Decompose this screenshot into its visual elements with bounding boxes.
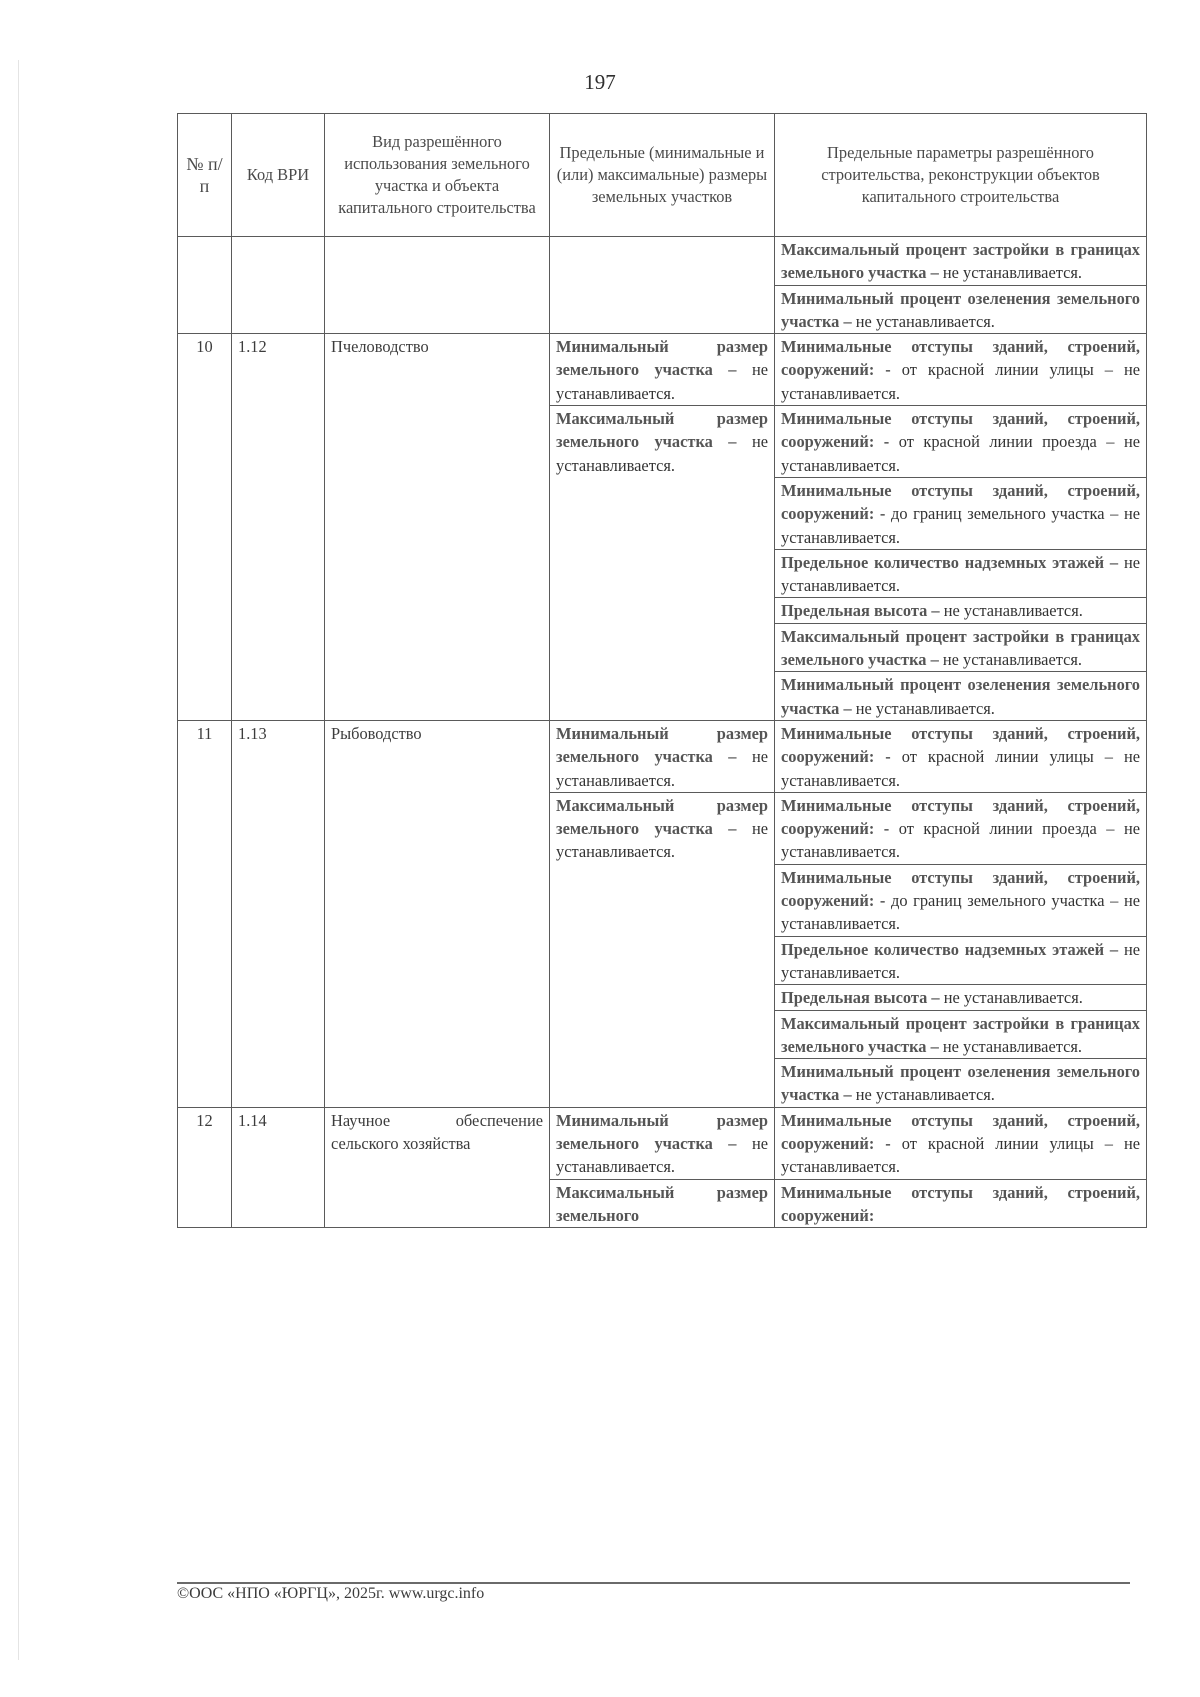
param-cell (775, 477, 1147, 549)
size-max-cell (550, 406, 775, 721)
param-cell (775, 285, 1147, 334)
param-value: - от красной линии проезда – не устанавливается. (781, 432, 1140, 475)
param-title: Предельная высота – (781, 988, 940, 1008)
row-number: 11 (178, 720, 232, 1107)
row-use-type: Рыбоводство (325, 720, 550, 1107)
param-title: Минимальные отступы зданий, строений, сооружений: (781, 795, 1140, 839)
page-number: 197 (584, 70, 616, 94)
param-cell (775, 936, 1147, 985)
size-min-cell (550, 334, 775, 406)
size-min-title: Минимальный размер земельного участка – (556, 1110, 768, 1153)
param-cell (775, 598, 1147, 623)
row-number (178, 237, 232, 334)
page-edge (18, 60, 19, 1660)
param-title: Минимальные отступы зданий, строений, сооружений: (781, 480, 1140, 524)
param-cell (775, 985, 1147, 1010)
param-cell (775, 672, 1147, 721)
row-number: 10 (178, 334, 232, 721)
param-value: не устанавливается. (942, 263, 1083, 283)
size-min-value: не устанавливается. (556, 747, 768, 790)
param-value: не устанавливается. (855, 698, 995, 718)
header-use: Вид разрешённого использования земельного участка и объекта капитального строительства (325, 114, 550, 237)
param-value: - до границ земельного участка – не устанавливается. (781, 891, 1140, 934)
size-max-cell (550, 1179, 775, 1228)
param-title: Минимальные отступы зданий, строений, сооружений: (781, 337, 1140, 380)
param-value: - от красной линии проезда – не устанавливается. (781, 819, 1140, 862)
table-row (178, 1107, 1147, 1179)
param-cell (775, 1179, 1147, 1228)
table-body (178, 237, 1147, 1228)
param-cell (775, 720, 1147, 792)
row-code (232, 237, 325, 334)
footer-text: ©ООС «НПО «ЮРГЦ», 2025г. www.urgc.info (177, 1585, 485, 1602)
param-value: - от красной линии улицы – не устанавливается. (781, 747, 1140, 790)
param-value: не устанавливается. (781, 552, 1140, 596)
param-value: не устанавливается. (781, 939, 1140, 982)
param-cell (775, 1107, 1147, 1179)
size-min-title: Минимальный размер земельного участка – (556, 337, 768, 380)
header-params: Предельные параметры разрешённого строительства, реконструкции объектов капитального строительства (775, 114, 1147, 237)
table-row (178, 334, 1147, 406)
param-cell (775, 1010, 1147, 1059)
size-min-title: Минимальный размер земельного участка – (556, 723, 768, 767)
param-value: - до границ земельного участка – не устанавливается. (781, 504, 1140, 547)
size-max-title: Максимальный размер земельного (556, 1182, 768, 1225)
param-title: Минимальные отступы зданий, строений, сооружений: (781, 1182, 1140, 1225)
param-title: Предельная высота – (781, 601, 940, 621)
param-title: Максимальный процент застройки в границах земельного участка – (781, 1013, 1140, 1056)
size-max-cell (550, 792, 775, 1107)
param-value: не устанавливается. (942, 1036, 1083, 1056)
size-max-title: Максимальный размер земельного участка – (556, 409, 768, 452)
param-value: не устанавливается. (855, 311, 995, 331)
param-value: - от красной линии улицы – не устанавливается. (781, 1133, 1140, 1177)
header-code: Код ВРИ (232, 114, 325, 237)
size-min-value: не устанавливается. (556, 360, 768, 403)
param-title: Минимальные отступы зданий, строений, сооружений: (781, 867, 1140, 911)
table-header-row (178, 114, 1147, 237)
size-min-cell (550, 720, 775, 792)
param-value: не устанавливается. (942, 650, 1083, 670)
param-value: не устанавливается. (943, 988, 1083, 1008)
param-title: Минимальные отступы зданий, строений, сооружений: (781, 1110, 1140, 1153)
size-max-title: Максимальный размер земельного участка – (556, 795, 768, 839)
param-title: Предельное количество надземных этажей – (781, 939, 1119, 959)
row-code: 1.13 (232, 720, 325, 1107)
row-use-type (325, 237, 550, 334)
param-title: Минимальный процент озеленения земельного участка – (781, 675, 1140, 718)
param-cell (775, 864, 1147, 936)
table-row (178, 237, 1147, 286)
row-number: 12 (178, 1107, 232, 1227)
row-code: 1.14 (232, 1107, 325, 1227)
size-min-cell (550, 1107, 775, 1179)
param-cell (775, 623, 1147, 672)
param-cell (775, 792, 1147, 864)
row-use-type: Научное обеспечение сельского хозяйства (325, 1107, 550, 1227)
param-title: Минимальные отступы зданий, строений, сооружений: (781, 409, 1140, 452)
table-row (178, 720, 1147, 792)
regulations-table (177, 113, 1147, 1228)
param-title: Минимальный процент озеленения земельного участка – (781, 1062, 1140, 1105)
size-min-value: не устанавливается. (556, 1133, 768, 1177)
param-cell (775, 1059, 1147, 1108)
param-title: Минимальный процент озеленения земельного участка – (781, 288, 1140, 331)
param-title: Максимальный процент застройки в границах земельного участка – (781, 626, 1140, 670)
param-cell (775, 406, 1147, 478)
param-value: - от красной линии улицы – не устанавливается. (781, 360, 1140, 403)
row-code: 1.12 (232, 334, 325, 721)
param-title: Максимальный процент застройки в границах земельного участка – (781, 240, 1140, 283)
param-cell (775, 334, 1147, 406)
row-use-type: Пчеловодство (325, 334, 550, 721)
size-max-value: не устанавливается. (556, 432, 768, 475)
param-title: Минимальные отступы зданий, строений, сооружений: (781, 723, 1140, 767)
param-cell (775, 237, 1147, 286)
param-value: не устанавливается. (943, 601, 1083, 621)
footer-rule (177, 1582, 1130, 1584)
param-value: не устанавливается. (855, 1085, 995, 1105)
size-max-value: не устанавливается. (556, 819, 768, 862)
param-title: Предельное количество надземных этажей – (781, 552, 1119, 572)
size-cell-empty (550, 237, 775, 334)
header-num: № п/п (178, 114, 232, 237)
param-cell (775, 549, 1147, 598)
header-sizes: Предельные (минимальные и (или) максимальные) размеры земельных участков (550, 114, 775, 237)
